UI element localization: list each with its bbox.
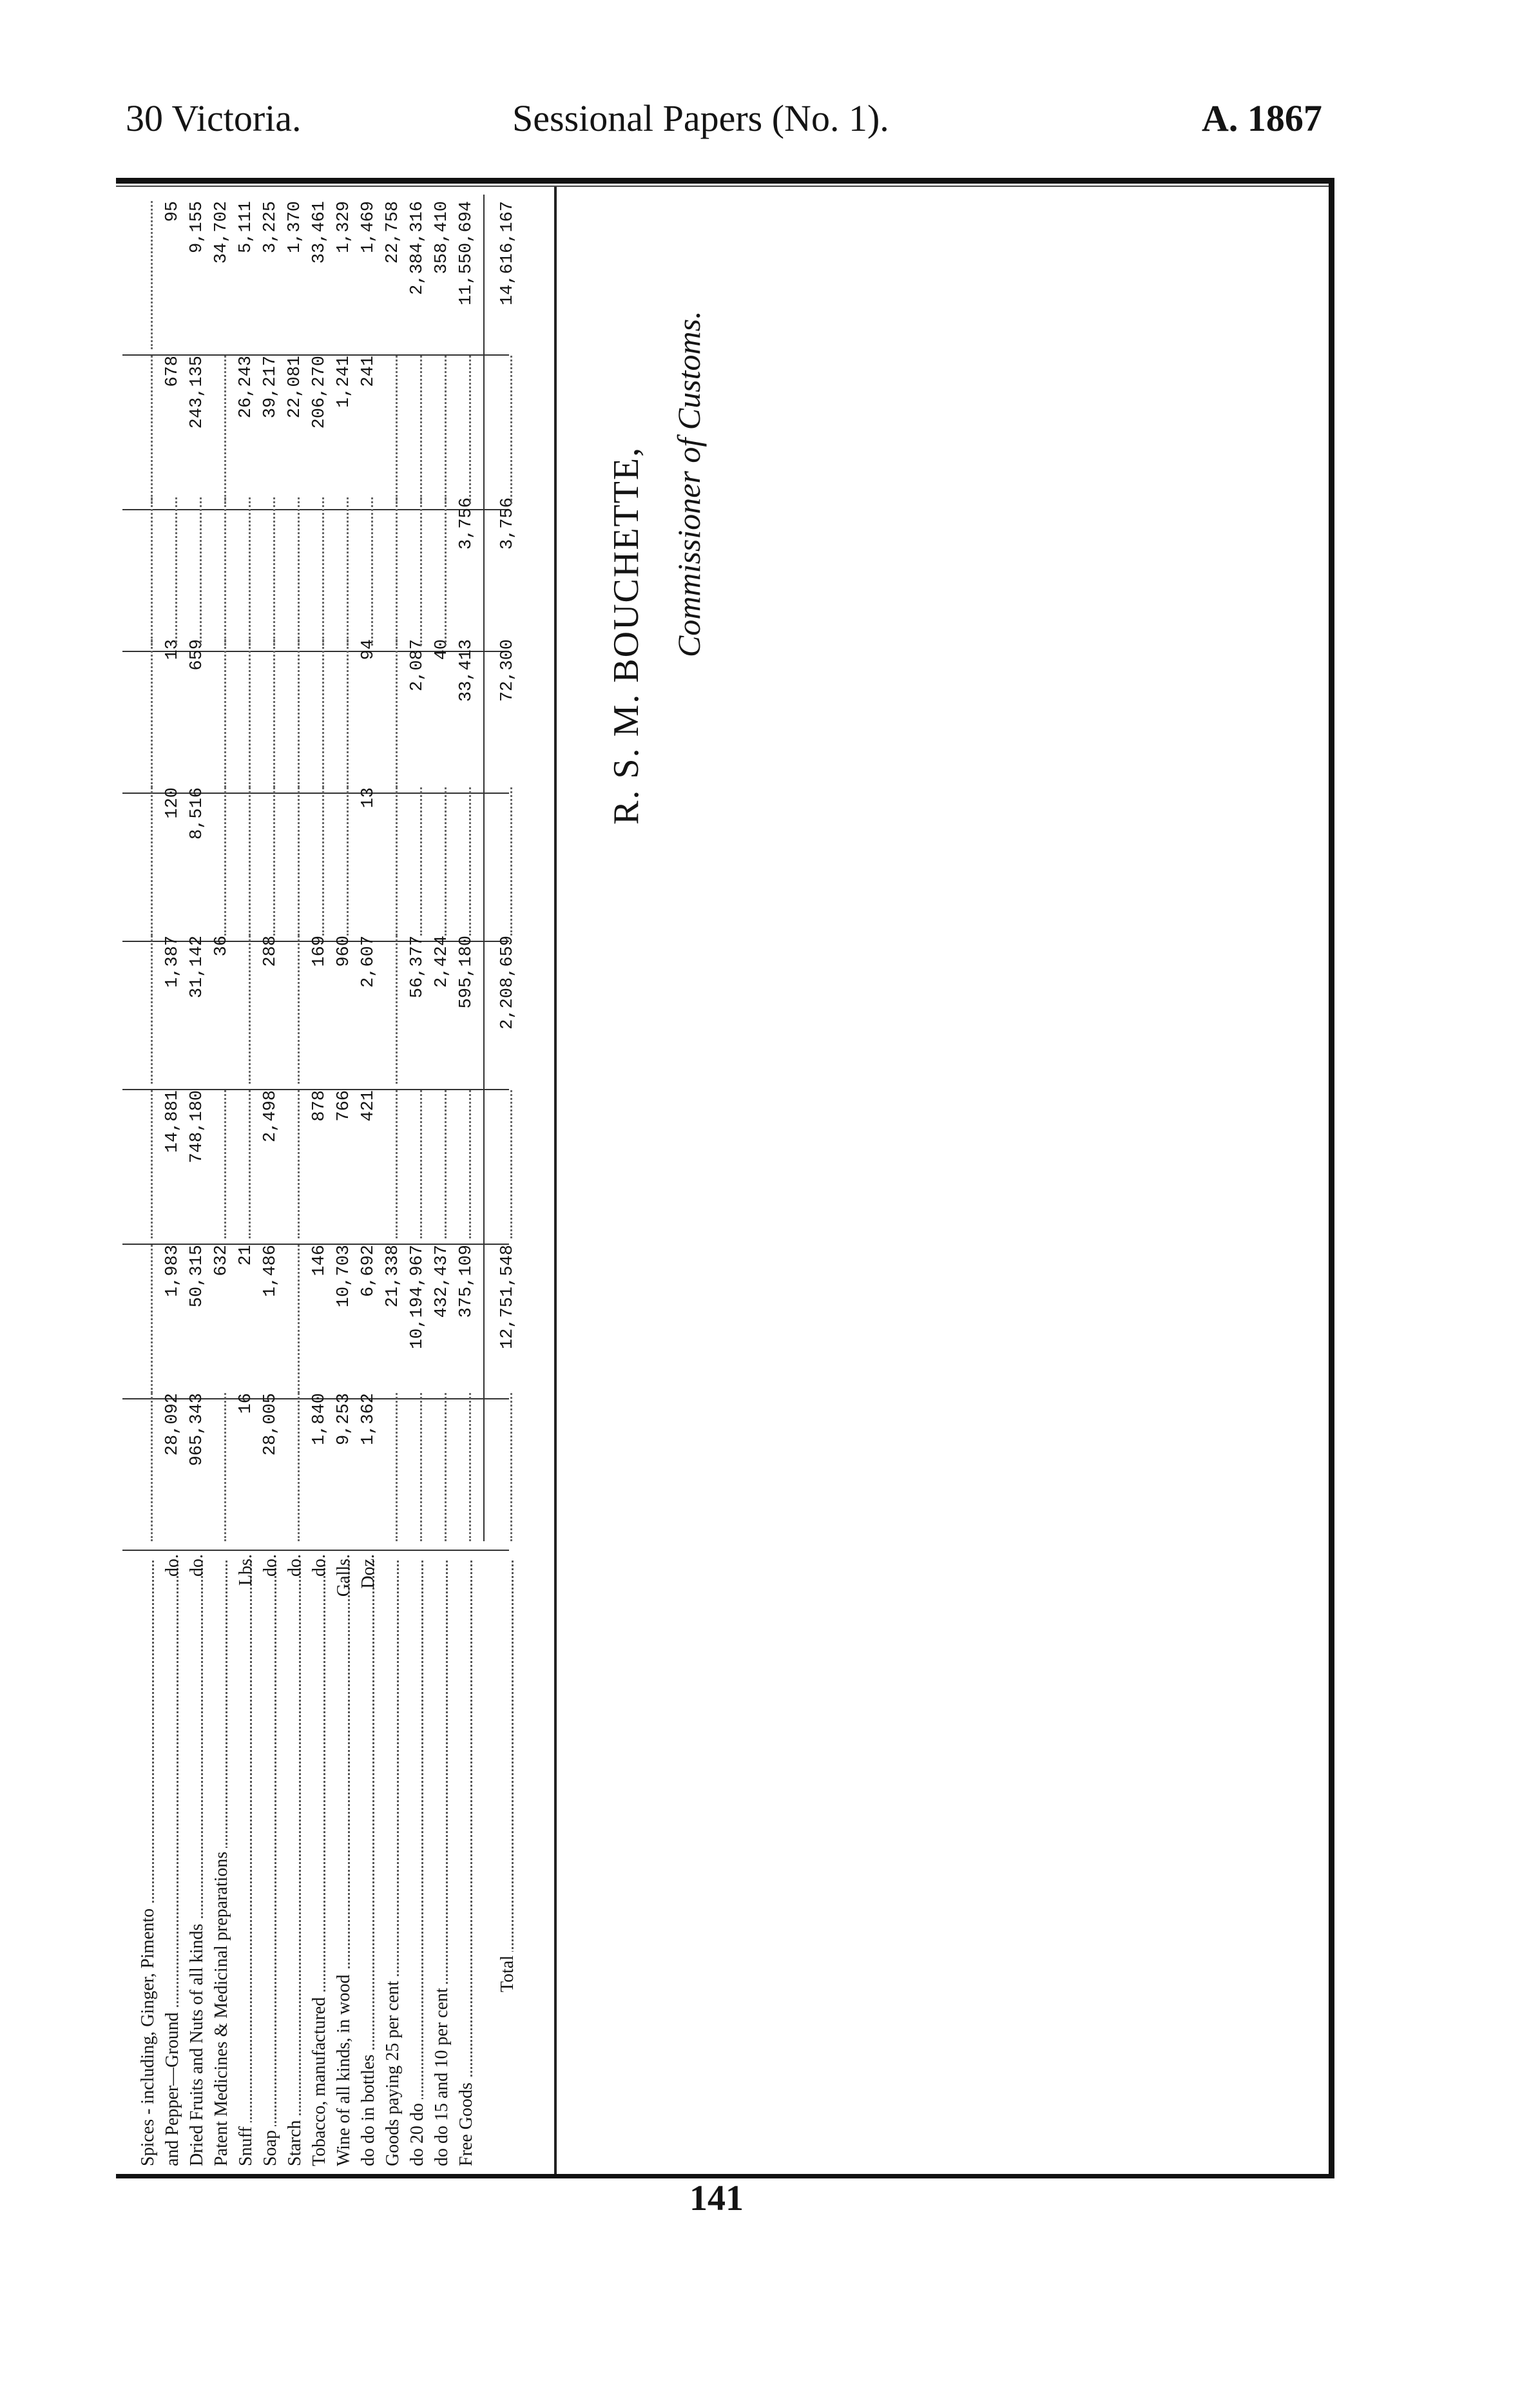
total-cell: 14,616,167	[498, 201, 517, 306]
table-cell: 31,142	[188, 936, 207, 999]
table-cell	[210, 639, 226, 787]
table-row	[332, 188, 356, 2173]
table-cell: 33,413	[457, 639, 476, 702]
table-cell	[455, 356, 471, 504]
table-cell: 421	[359, 1090, 378, 1122]
table-row	[284, 188, 307, 2173]
table-cell: 358,410	[432, 201, 452, 274]
table-cell	[308, 639, 324, 787]
total-cell	[496, 1090, 512, 1238]
total-label: Total	[496, 1561, 519, 1992]
table-cell	[381, 639, 398, 787]
table-cell	[137, 1245, 153, 1393]
table-cell	[332, 497, 349, 646]
table-cell	[406, 1090, 422, 1238]
table-cell	[210, 356, 226, 504]
table-cell: 8,516	[188, 787, 207, 840]
table-cell	[235, 1090, 251, 1238]
table-row	[406, 188, 429, 2173]
table-cell	[235, 936, 251, 1084]
row-description: Goods paying 25 per cent	[381, 1561, 405, 2166]
frame-right-border	[1329, 178, 1334, 2178]
table-cell: 28,092	[163, 1393, 182, 1456]
table-cell	[235, 787, 251, 936]
table-cell: 169	[310, 936, 329, 967]
table-cell: 39,217	[261, 356, 280, 419]
table-cell: 243,135	[188, 356, 207, 429]
table-cell: 21,338	[383, 1245, 403, 1308]
table-cell	[406, 1393, 422, 1541]
total-cell	[496, 1393, 512, 1541]
total-cell	[496, 356, 512, 504]
table-cell	[332, 639, 349, 787]
row-description: and Pepper—Ground	[161, 1561, 184, 2166]
table-cell	[284, 497, 300, 646]
total-cell	[496, 787, 512, 936]
table-cell: 1,840	[310, 1393, 329, 1446]
total-cell: 2,208,659	[498, 936, 517, 1030]
table-cell: 2,384,316	[408, 201, 427, 295]
table-cell: 288	[261, 936, 280, 967]
table-row	[137, 188, 160, 2173]
table-cell: 40	[432, 639, 452, 660]
row-unit: do.	[162, 1554, 182, 1577]
table-cell	[235, 497, 251, 646]
signature-name: R. S. M. BOUCHETTE,	[606, 446, 646, 825]
table-row	[259, 188, 282, 2173]
row-unit: do.	[309, 1554, 329, 1577]
row-description: Dried Fruits and Nuts of all kinds	[186, 1561, 209, 2166]
table-cell	[137, 787, 153, 936]
table-row	[308, 188, 331, 2173]
table-cell	[210, 1090, 226, 1238]
table-row	[161, 188, 184, 2173]
table-row	[210, 188, 233, 2173]
table-cell: 11,550,694	[457, 201, 476, 306]
total-cell: 72,300	[498, 639, 517, 702]
table-cell	[259, 639, 275, 787]
table-cell: 375,109	[457, 1245, 476, 1318]
table-cell: 1,329	[334, 201, 354, 254]
table-cell	[137, 936, 153, 1084]
table-row	[430, 188, 454, 2173]
table-cell: 659	[188, 639, 207, 671]
table-cell: 94	[359, 639, 378, 660]
top-rule	[116, 178, 1334, 184]
total-row	[496, 188, 519, 2173]
page-number: 141	[689, 2178, 744, 2218]
table-cell	[430, 787, 447, 936]
table-cell	[430, 356, 447, 504]
table-cell	[284, 787, 300, 936]
table-cell: 9,253	[334, 1393, 354, 1446]
table-cell: 10,194,967	[408, 1245, 427, 1350]
table-cell	[137, 639, 153, 787]
table-cell	[137, 497, 153, 646]
table-row	[235, 188, 258, 2173]
table-cell	[430, 497, 447, 646]
table-cell: 5,111	[236, 201, 256, 254]
table-cell	[235, 639, 251, 787]
row-description: Tobacco, manufactured	[308, 1561, 331, 2166]
table-cell	[430, 1090, 447, 1238]
table-cell: 965,343	[188, 1393, 207, 1466]
table-cell: 2,607	[359, 936, 378, 988]
table-cell: 10,703	[334, 1245, 354, 1308]
table-cell: 13	[163, 639, 182, 660]
table-row	[455, 188, 478, 2173]
header-year: A. 1867	[1202, 97, 1322, 139]
row-description: do do in bottles	[357, 1561, 380, 2166]
table-cell	[186, 497, 202, 646]
table-cell: 33,461	[310, 201, 329, 264]
table-cell: 21	[236, 1245, 256, 1266]
row-description: Wine of all kinds, in wood	[332, 1561, 356, 2166]
table-cell	[259, 497, 275, 646]
table-cell: 95	[163, 201, 182, 222]
total-cell: 3,756	[498, 497, 517, 550]
table-cell	[284, 936, 300, 1084]
table-cell: 678	[163, 356, 182, 387]
header-title: Sessional Papers (No. 1).	[512, 97, 889, 139]
row-description: Spices - including, Ginger, Pimento	[137, 1561, 160, 2166]
table-cell: 9,155	[188, 201, 207, 254]
row-description: do do 15 and 10 per cent	[430, 1561, 454, 2166]
customs-table	[122, 188, 561, 2173]
table-cell	[284, 1090, 300, 1238]
table-cell: 3,756	[457, 497, 476, 550]
table-cell: 1,387	[163, 936, 182, 988]
signature-title: Commissioner of Customs.	[671, 311, 707, 657]
table-cell: 50,315	[188, 1245, 207, 1308]
table-cell: 2,424	[432, 936, 452, 988]
table-cell	[210, 497, 226, 646]
table-cell: 3,225	[261, 201, 280, 254]
table-cell	[406, 497, 422, 646]
table-cell: 878	[310, 1090, 329, 1122]
row-unit: do.	[285, 1554, 305, 1577]
table-cell	[308, 787, 324, 936]
table-cell: 34,702	[212, 201, 231, 264]
table-cell: 36	[212, 936, 231, 957]
table-cell	[137, 1090, 153, 1238]
table-cell: 2,498	[261, 1090, 280, 1143]
table-row	[186, 188, 209, 2173]
table-cell: 748,180	[188, 1090, 207, 1164]
table-cell	[455, 787, 471, 936]
table-cell: 1,983	[163, 1245, 182, 1298]
table-cell	[381, 1393, 398, 1541]
row-description: Free Goods	[455, 1561, 478, 2166]
table-cell: 56,377	[408, 936, 427, 999]
table-cell: 6,692	[359, 1245, 378, 1298]
table-cell: 1,469	[359, 201, 378, 254]
table-cell	[381, 787, 398, 936]
row-description: Soap	[259, 1561, 282, 2166]
table-cell	[357, 497, 373, 646]
row-unit: Lbs.	[236, 1554, 256, 1586]
table-cell	[308, 497, 324, 646]
row-unit: Doz.	[358, 1554, 378, 1589]
table-cell	[284, 1393, 300, 1541]
table-cell	[137, 201, 153, 349]
table-cell: 16	[236, 1393, 256, 1414]
table-cell	[381, 1090, 398, 1238]
table-cell: 120	[163, 787, 182, 819]
table-cell	[430, 1393, 447, 1541]
table-cell	[406, 787, 422, 936]
table-cell	[455, 1090, 471, 1238]
header-session: 30 Victoria.	[126, 97, 302, 139]
table-cell: 1,486	[261, 1245, 280, 1298]
table-cell: 14,881	[163, 1090, 182, 1153]
total-cell: 12,751,548	[498, 1245, 517, 1350]
table-cell	[406, 356, 422, 504]
table-cell: 206,270	[310, 356, 329, 429]
table-cell	[381, 936, 398, 1084]
table-row	[381, 188, 405, 2173]
table-cell: 1,362	[359, 1393, 378, 1446]
table-cell	[332, 787, 349, 936]
table-cell: 241	[359, 356, 378, 387]
table-cell	[284, 639, 300, 787]
table-cell: 2,087	[408, 639, 427, 692]
table-cell: 22,081	[285, 356, 305, 419]
table-cell: 13	[359, 787, 378, 809]
row-description: Patent Medicines & Medicinal preparations	[210, 1561, 233, 2166]
table-cell	[161, 497, 177, 646]
row-description: Starch	[284, 1561, 307, 2166]
row-unit: do.	[260, 1554, 280, 1577]
table-cell: 26,243	[236, 356, 256, 419]
table-row	[357, 188, 380, 2173]
table-cell	[137, 356, 153, 504]
total-separator	[483, 195, 485, 1541]
row-unit: Galls.	[334, 1554, 354, 1597]
table-cell	[137, 1393, 153, 1541]
top-rule-thin	[116, 186, 1334, 187]
table-cell	[381, 356, 398, 504]
table-cell: 595,180	[457, 936, 476, 1009]
table-cell: 960	[334, 936, 354, 967]
table-cell	[455, 1393, 471, 1541]
table-cell: 28,005	[261, 1393, 280, 1456]
table-cell	[210, 1393, 226, 1541]
row-description: Snuff	[235, 1561, 258, 2166]
table-cell: 22,758	[383, 201, 403, 264]
table-cell: 432,437	[432, 1245, 452, 1318]
row-unit: do.	[187, 1554, 207, 1577]
table-cell	[284, 1245, 300, 1393]
table-cell	[210, 787, 226, 936]
table-cell: 1,370	[285, 201, 305, 254]
table-cell: 632	[212, 1245, 231, 1276]
table-cell: 146	[310, 1245, 329, 1276]
row-description: do 20 do	[406, 1561, 429, 2166]
table-cell: 766	[334, 1090, 354, 1122]
table-cell	[259, 787, 275, 936]
table-cell	[381, 497, 398, 646]
table-cell: 1,241	[334, 356, 354, 408]
